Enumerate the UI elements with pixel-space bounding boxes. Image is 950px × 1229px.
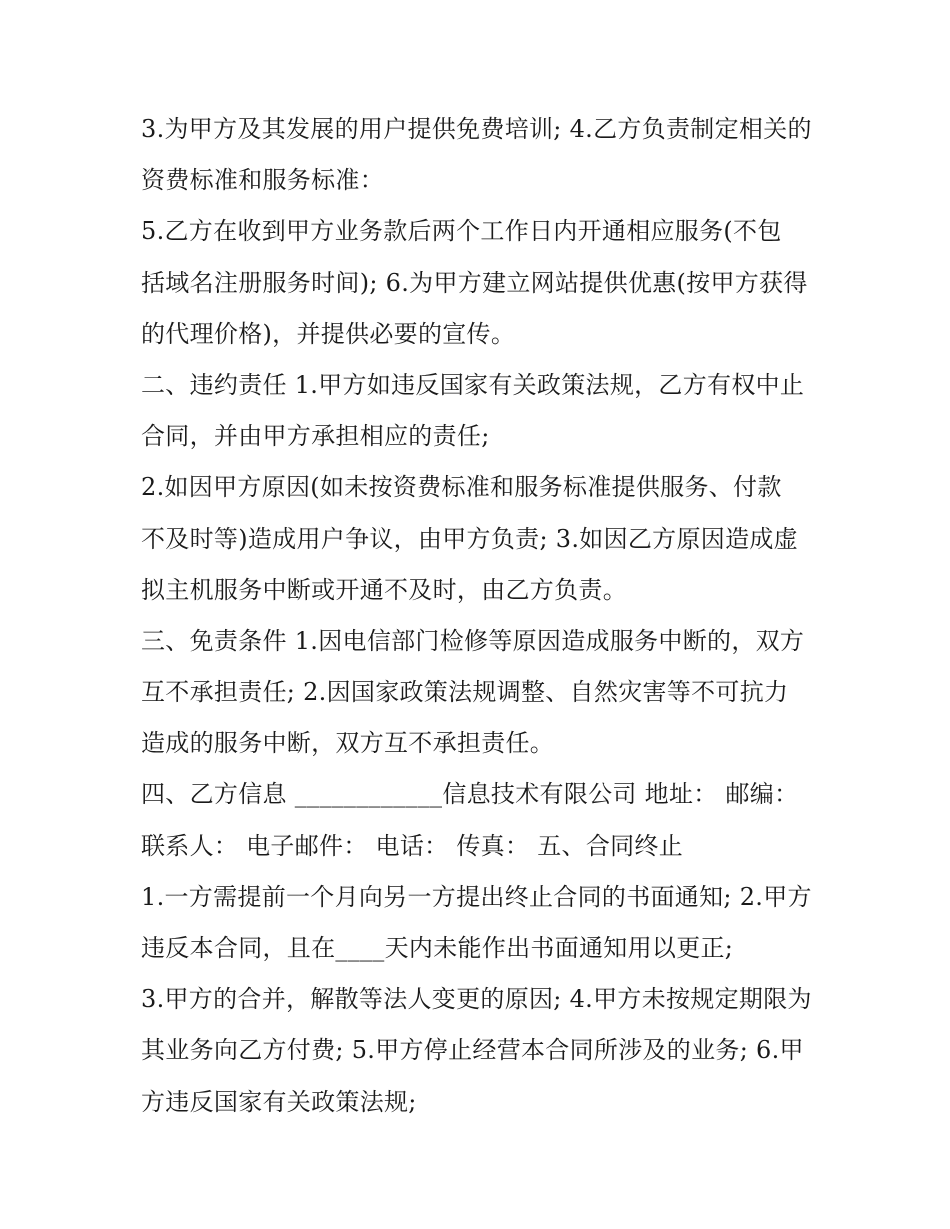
text-line: 不及时等)造成用户争议，由甲方负责; 3.如因乙方原因造成虚 — [141, 524, 798, 553]
text-line: 资费标准和服务标准： — [141, 166, 384, 195]
text-line: 1.一方需提前一个月向另一方提出终止合同的书面通知; 2.甲方 — [141, 882, 812, 911]
text-line: 合同，并由甲方承担相应的责任; — [141, 422, 490, 451]
text-line: 5.乙方在收到甲方业务款后两个工作日内开通相应服务(不包 — [141, 217, 782, 246]
text-line: 其业务向乙方付费; 5.甲方停止经营本合同所涉及的业务; 6.甲 — [141, 1036, 804, 1065]
contact-info-line: 联系人： 电子邮件： 电话： 传真： 五、合同终止 — [141, 831, 684, 860]
text-line: 的代理价格)，并提供必要的宣传。 — [141, 319, 516, 348]
text-line: 拟主机服务中断或开通不及时，由乙方负责。 — [141, 575, 627, 604]
text-line: 括域名注册服务时间); 6.为甲方建立网站提供优惠(按甲方获得 — [141, 268, 808, 297]
text-line: 互不承担责任; 2.因国家政策法规调整、自然灾害等不可抗力 — [141, 678, 789, 707]
text-line: 2.如因甲方原因(如未按资费标准和服务标准提供服务、付款 — [141, 473, 782, 502]
text-line: 方违反国家有关政策法规; — [141, 1087, 417, 1116]
text-line: 3.甲方的合并，解散等法人变更的原因; 4.甲方未按规定期限为 — [141, 985, 812, 1014]
text-line: 造成的服务中断，双方互不承担责任。 — [141, 729, 555, 758]
section-heading-party-b-info: 四、乙方信息 ____________信息技术有限公司 地址： 邮编： — [141, 780, 799, 809]
document-body — [141, 104, 821, 1128]
section-heading-breach-liability: 二、违约责任 1.甲方如违反国家有关政策法规，乙方有权中止 — [141, 370, 805, 399]
section-heading-exemption: 三、免责条件 1.因电信部门检修等原因造成服务中断的，双方 — [141, 626, 805, 655]
text-line: 3.为甲方及其发展的用户提供免费培训; 4.乙方负责制定相关的 — [141, 115, 812, 143]
text-line: 违反本合同，且在____天内未能作出书面通知用以更正; — [141, 934, 734, 962]
